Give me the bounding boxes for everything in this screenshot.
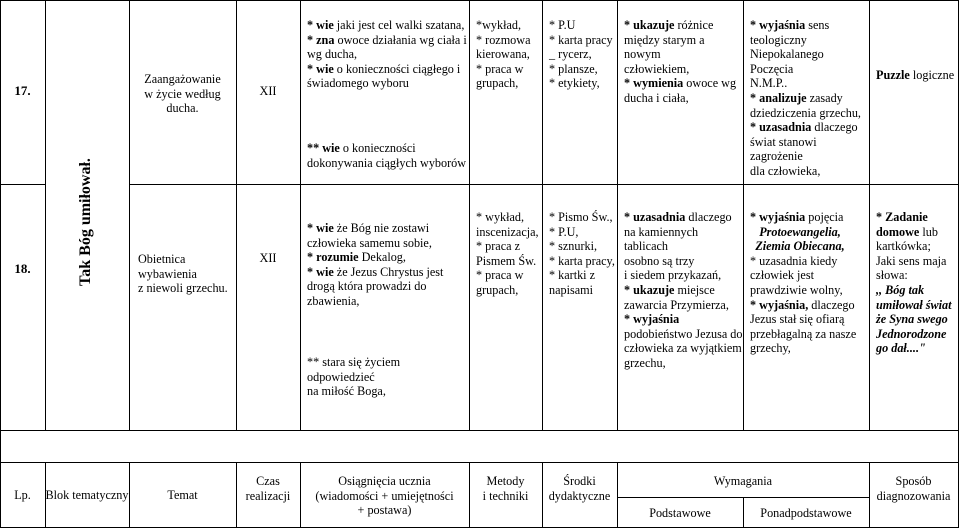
row18-lp: 18. bbox=[14, 261, 31, 276]
text: sens bbox=[805, 18, 830, 32]
text: między starym a nowym bbox=[624, 32, 705, 62]
text: słowa: bbox=[876, 268, 908, 283]
metody-item: grupach, bbox=[476, 282, 519, 297]
row18-osiagniecia-podst bbox=[307, 221, 469, 309]
row17-metody bbox=[476, 18, 542, 91]
bold-lead: * wyjaśnia bbox=[750, 210, 806, 224]
srodki-item: * etykiety, bbox=[549, 76, 600, 91]
row17-temat-line: Zaangażowanie bbox=[144, 72, 221, 86]
col-divider bbox=[617, 0, 618, 430]
text: drogą która prowadzi do bbox=[307, 279, 427, 294]
text: osobno są trzy bbox=[624, 253, 695, 268]
bold-lead: * wie bbox=[307, 61, 334, 76]
srodki-item: * P.U bbox=[549, 18, 576, 32]
row18-wym-podst bbox=[624, 210, 743, 371]
metody-item: *wykład, bbox=[476, 18, 522, 32]
header-osiagniecia bbox=[300, 474, 469, 518]
header-metody-line: Metody bbox=[486, 474, 525, 488]
row-divider bbox=[0, 462, 959, 463]
row17-wym-ponad bbox=[750, 18, 869, 179]
srodki-item: * karta pracy bbox=[549, 32, 613, 47]
text: zasady bbox=[806, 90, 843, 105]
col-divider bbox=[45, 0, 46, 430]
text: człowieka za wyjątkiem bbox=[624, 341, 742, 356]
text: przebłagalną za nasze bbox=[750, 326, 857, 341]
quote-line: umiłował świat bbox=[876, 297, 952, 312]
srodki-item: * Pismo Św., bbox=[549, 210, 613, 224]
text: Jaki sens maja bbox=[876, 253, 947, 268]
text: owoce działania wg ciała i bbox=[334, 32, 467, 47]
text: o konieczności bbox=[339, 141, 416, 155]
row17-temat-line: ducha. bbox=[166, 101, 199, 116]
bold-lead: * wie bbox=[307, 18, 334, 32]
col-divider bbox=[236, 0, 237, 430]
text: świat stanowi zagrożenie bbox=[750, 134, 817, 164]
quote-line: Jednorodzone bbox=[876, 326, 947, 341]
col-divider bbox=[743, 0, 744, 430]
text: człowieka samemu sobie, bbox=[307, 235, 432, 250]
header-osiagniecia-line: + postawa) bbox=[357, 503, 412, 518]
srodki-item: * plansze, bbox=[549, 61, 598, 76]
bold-lead: domowe bbox=[876, 224, 920, 239]
row18-osiagniecia-ponad bbox=[307, 355, 469, 399]
row-divider bbox=[0, 430, 959, 431]
text: ** stara się życiem odpowiedzieć bbox=[307, 355, 401, 384]
srodki-item: * karta pracy, bbox=[549, 253, 615, 268]
bold-lead: * wie bbox=[307, 264, 334, 279]
row18-metody bbox=[476, 210, 542, 298]
bold-lead: * ukazuje bbox=[624, 18, 675, 32]
header-blok: Blok tematyczny bbox=[45, 488, 129, 502]
text: wg ducha, bbox=[307, 47, 358, 62]
row18-srodki bbox=[549, 210, 617, 298]
row17-srodki bbox=[549, 18, 617, 91]
header-ponadpodstawowe: Ponadpodstawowe bbox=[760, 506, 852, 520]
row18-diagnoza bbox=[876, 210, 958, 356]
text: jaki jest cel walki szatana, bbox=[333, 18, 465, 32]
bold-lead: * ukazuje bbox=[624, 282, 675, 297]
block-label-vertical: Tak Bóg umiłował. bbox=[77, 158, 94, 286]
header-czas bbox=[236, 474, 300, 503]
text: na miłość Boga, bbox=[307, 384, 386, 399]
row-divider bbox=[0, 0, 959, 1]
row-divider bbox=[129, 184, 959, 185]
bold-lead: * rozumie bbox=[307, 250, 359, 265]
col-divider bbox=[469, 0, 470, 430]
text: pojęcia bbox=[805, 210, 844, 224]
row17-temat bbox=[129, 72, 236, 116]
header-metody bbox=[469, 474, 542, 503]
term: Protoewangelia, bbox=[759, 224, 841, 239]
row17-czas: XII bbox=[259, 84, 277, 98]
header-metody-line: i techniki bbox=[482, 488, 529, 503]
metody-item: * praca w bbox=[476, 61, 524, 76]
text: N.M.P.. bbox=[750, 76, 788, 91]
text: różnice bbox=[674, 18, 714, 32]
row18-temat-line: Obietnica bbox=[138, 252, 186, 266]
text: zawarcia Przymierza, bbox=[624, 297, 729, 312]
srodki-item: * kartki z bbox=[549, 268, 596, 283]
row18-temat bbox=[138, 252, 236, 296]
metody-item: * praca z bbox=[476, 239, 520, 254]
row18-czas: XII bbox=[259, 251, 277, 265]
col-divider bbox=[129, 0, 130, 430]
col-divider bbox=[869, 0, 870, 430]
text: miejsce bbox=[674, 282, 715, 297]
header-sposob bbox=[869, 474, 958, 503]
text: * uzasadnia kiedy bbox=[750, 253, 838, 268]
bold-lead: Puzzle bbox=[876, 68, 910, 82]
text: człowiekiem, bbox=[624, 61, 690, 76]
text: że Jezus Chrystus jest bbox=[333, 264, 444, 279]
bold-lead: * wie bbox=[307, 221, 334, 235]
header-czas-line: Czas bbox=[256, 474, 280, 488]
metody-item: Pismem Św. bbox=[476, 253, 537, 268]
header-temat: Temat bbox=[167, 488, 198, 502]
text: Niepokalanego Poczęcia bbox=[750, 47, 824, 76]
quote-line: ,, Bóg tak bbox=[876, 282, 925, 297]
text: ducha i ciała, bbox=[624, 90, 689, 105]
header-srodki-line: Środki bbox=[563, 474, 596, 488]
row17-temat-line: w życie według bbox=[144, 86, 221, 101]
text: dlaczego bbox=[808, 297, 855, 312]
text: teologiczny bbox=[750, 32, 807, 47]
text: człowiek jest bbox=[750, 268, 814, 283]
bold-lead: * wyjaśnia bbox=[624, 312, 680, 327]
header-czas-line: realizacji bbox=[245, 488, 291, 503]
header-podstawowe: Podstawowe bbox=[649, 506, 711, 520]
text: na kamiennych tablicach bbox=[624, 224, 699, 254]
text: dziedziczenia grzechu, bbox=[750, 105, 861, 120]
text: że Bóg nie zostawi bbox=[333, 221, 430, 235]
srodki-item: * P.U, bbox=[549, 224, 579, 239]
term: Ziemia Obiecana, bbox=[755, 239, 845, 254]
header-osiagniecia-line: (wiadomości + umiejętności bbox=[315, 488, 454, 503]
row18-temat-line: wybawienia bbox=[138, 266, 197, 281]
bold-lead: * wyjaśnia, bbox=[750, 297, 809, 312]
row17-diagnoza bbox=[876, 68, 958, 83]
quote-line: go dał...." bbox=[876, 341, 926, 356]
row17-osiagniecia-ponad bbox=[307, 141, 469, 170]
text: logiczne bbox=[909, 68, 955, 82]
srodki-item: _ rycerz, bbox=[549, 47, 592, 62]
text: prawdziwie wolny, bbox=[750, 282, 843, 297]
text: Jezus stał się ofiarą bbox=[750, 312, 845, 327]
bold-lead: ** wie bbox=[307, 141, 340, 155]
text: dlaczego bbox=[811, 120, 858, 135]
bold-lead: * wyjaśnia bbox=[750, 18, 806, 32]
metody-item: grupach, bbox=[476, 76, 519, 91]
header-sposob-line: diagnozowania bbox=[876, 488, 951, 503]
text: o konieczności ciągłego i bbox=[333, 61, 461, 76]
text: lub bbox=[919, 224, 938, 239]
col-divider bbox=[300, 0, 301, 430]
row17-osiagniecia-podst bbox=[307, 18, 469, 91]
metody-item: kierowana, bbox=[476, 47, 530, 62]
header-srodki bbox=[542, 474, 617, 503]
text: grzechu, bbox=[624, 355, 666, 370]
col-divider bbox=[542, 0, 543, 430]
header-wymagania: Wymagania bbox=[713, 474, 773, 488]
bold-lead: * uzasadnia bbox=[750, 120, 812, 135]
row17-lp: 17. bbox=[14, 83, 31, 98]
text: podobieństwo Jezusa do bbox=[624, 326, 743, 341]
text: dlaczego bbox=[685, 210, 732, 224]
text: świadomego wyboru bbox=[307, 76, 409, 91]
row-divider bbox=[0, 184, 45, 185]
bold-lead: * Zadanie bbox=[876, 210, 928, 224]
row-divider bbox=[617, 497, 869, 498]
header-srodki-line: dydaktyczne bbox=[548, 488, 611, 503]
text: grzechy, bbox=[750, 341, 791, 356]
text: dokonywania ciągłych wyborów bbox=[307, 155, 467, 170]
metody-item: inscenizacja, bbox=[476, 224, 539, 239]
srodki-item: * sznurki, bbox=[549, 239, 598, 254]
text: i siedem przykazań, bbox=[624, 268, 722, 283]
bold-lead: * analizuje bbox=[750, 90, 807, 105]
srodki-item: napisami bbox=[549, 282, 594, 297]
metody-item: * praca w bbox=[476, 268, 524, 283]
row17-wym-podst bbox=[624, 18, 743, 106]
metody-item: * rozmowa bbox=[476, 32, 531, 47]
header-lp: Lp. bbox=[14, 488, 31, 502]
text: kartkówka; bbox=[876, 239, 931, 254]
row18-temat-line: z niewoli grzechu. bbox=[138, 281, 228, 296]
header-osiagniecia-line: Osiągnięcia ucznia bbox=[338, 474, 431, 488]
quote-line: że Syna swego bbox=[876, 312, 948, 327]
row18-wym-ponad bbox=[750, 210, 869, 356]
bold-lead: * zna bbox=[307, 32, 335, 47]
bold-lead: * wymienia bbox=[624, 76, 684, 91]
header-sposob-line: Sposób bbox=[895, 474, 932, 488]
bold-lead: * uzasadnia bbox=[624, 210, 686, 224]
text: zbawienia, bbox=[307, 293, 360, 308]
text: owoce wg bbox=[683, 76, 737, 91]
text: Dekalog, bbox=[358, 250, 406, 265]
text: dla człowieka, bbox=[750, 163, 821, 178]
metody-item: * wykład, bbox=[476, 210, 525, 224]
